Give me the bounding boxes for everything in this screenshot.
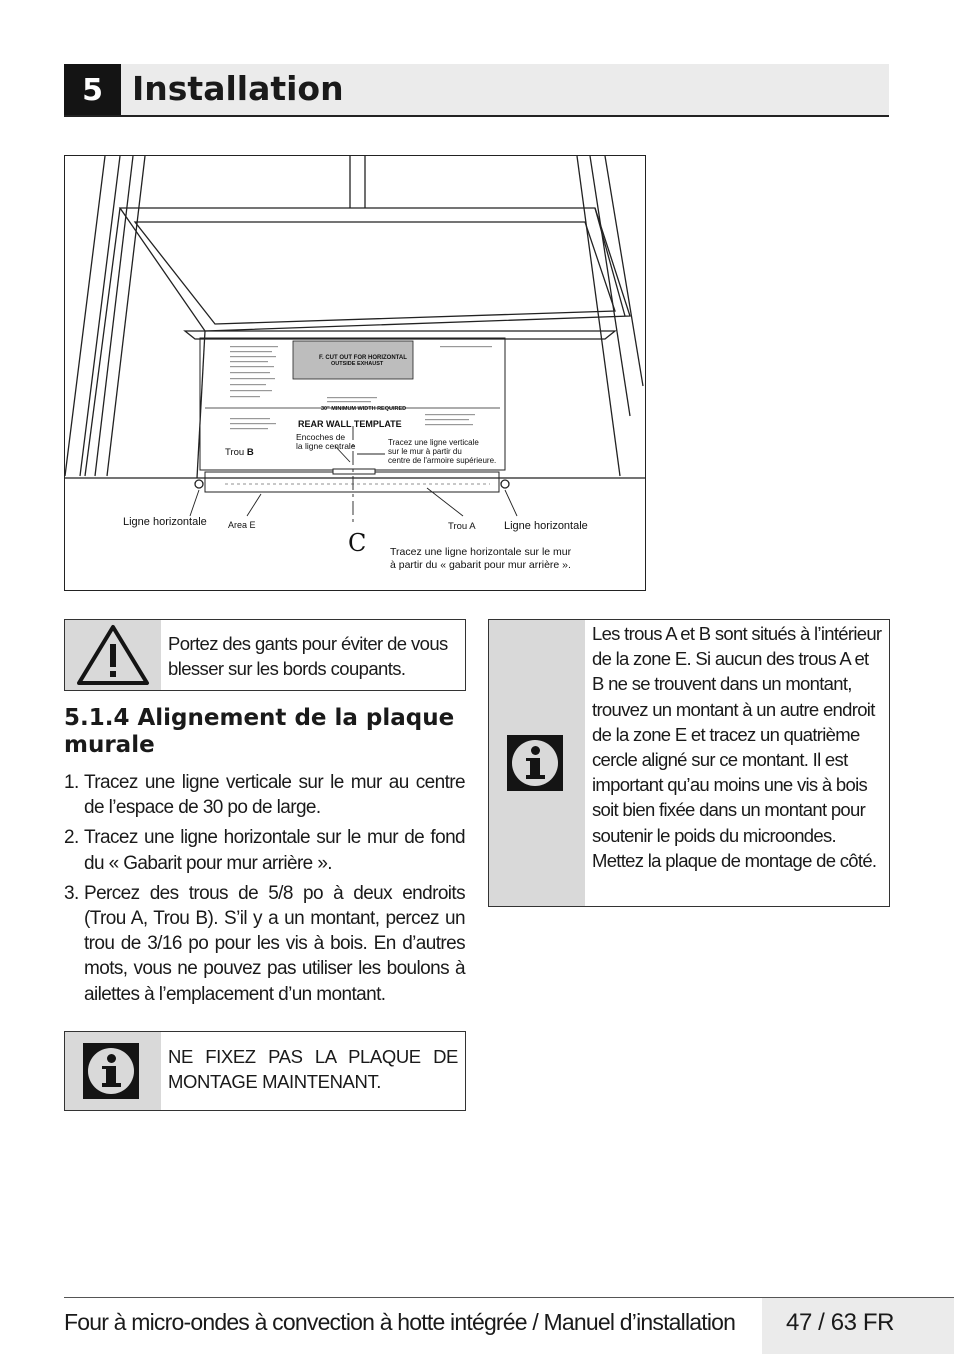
installation-figure (64, 155, 646, 591)
section-title: 5.1.4 Alignement de la plaque murale (64, 705, 455, 758)
info-icon (507, 735, 563, 791)
cutout-label: F. CUT OUT FOR HORIZONTAL (319, 355, 407, 361)
horizontal-line-note: Tracez une ligne horizontale sur le mur à partir du « gabarit pour mur arrière ». (390, 546, 572, 571)
cutout-sub-label: OUTSIDE EXHAUST (331, 361, 384, 367)
info-icon (83, 1043, 139, 1099)
horizontal-line-label-left: Ligne horizontale (123, 516, 207, 528)
note-text-right: Les trous A et B sont situés à l’intérieur de la zone E. Si aucun des trous A et B ne se trouvent dans un montant, trouvez un montant à un autre endroit de la zone E et tracez un quatrième cercle aligné sur ce montant. Il est important qu’au moins une vis à bois soit bien fixée dans un montant pour soutenir le poids du microondes. Mettez la plaque de montage de côté. (592, 623, 882, 871)
note-box-right (488, 619, 890, 907)
template-title: REAR WALL TEMPLATE (298, 419, 402, 429)
info-icon-cell (489, 620, 585, 906)
list-item: 2. Tracez une ligne horizontale sur le mur de fond du « Gabarit pour mur arrière ». (64, 827, 465, 874)
info-icon-cell (65, 1032, 161, 1110)
vertical-line-note: Tracez une ligne verticale sur le mur à partir du centre de l'armoire supérieure. (388, 438, 497, 465)
min-width-label: 30" MINIMUM WIDTH REQUIRED (321, 406, 407, 412)
note-box-left (64, 1031, 466, 1111)
list-item: 3. Percez des trous de 5/8 po à deux endroits (Trou A, Trou B). S’il y a un montant, percez un trou de 3/16 po pour les vis à bois. En d’autres mots, vous ne pouvez pas utiliser les boulons à ailettes à l’emplacement d’un montant. (64, 882, 465, 1005)
warning-text: Portez des gants pour éviter de vous blesser sur les bords coupants. (168, 633, 448, 679)
page-number: 47 / 63 FR (786, 1309, 895, 1336)
note-text-left: NE FIXEZ PAS LA PLAQUE DE MONTAGE MAINTENANT. (168, 1046, 458, 1092)
trou-b-label: Trou B (225, 447, 254, 458)
chapter-title: Installation (132, 69, 344, 108)
centerline-symbol: C (348, 529, 367, 557)
page-number-box (762, 1298, 954, 1354)
area-e-label: Area E (228, 520, 256, 530)
notches-label: Encoches de la ligne centrale (296, 432, 356, 451)
steps-list (64, 770, 465, 1012)
warning-icon-cell (65, 620, 161, 690)
footer-manual-title: Four à micro-ondes à convection à hotte intégrée / Manuel d’installation (64, 1309, 736, 1335)
warning-triangle-icon (65, 620, 161, 690)
chapter-number: 5 (64, 64, 121, 115)
horizontal-line-label-right: Ligne horizontale (504, 520, 588, 532)
chapter-header (64, 64, 889, 117)
list-item: 1. Tracez une ligne verticale sur le mur au centre de l’espace de 30 po de large. (64, 772, 465, 819)
warning-box (64, 619, 466, 691)
trou-a-label: Trou A (448, 521, 476, 532)
